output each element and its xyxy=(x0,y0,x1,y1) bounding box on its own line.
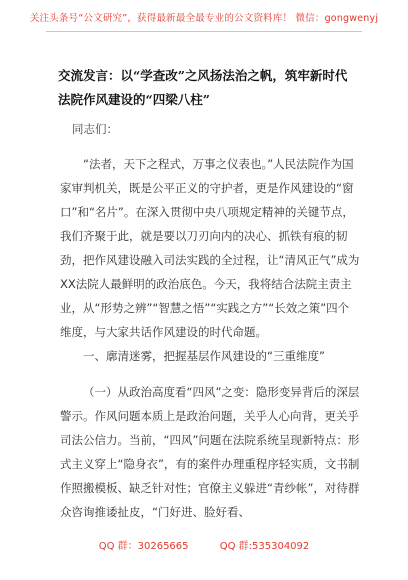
document-title: 交流发言：以“学查改”之风扬法治之帆，筑牢新时代法院作风建设的“四梁八柱” xyxy=(58,68,348,107)
footer xyxy=(0,537,408,552)
footer-qq-group-1: QQ 群：30265665 xyxy=(98,541,189,552)
banner-divider xyxy=(46,31,362,32)
body-paragraph-section-1: （一）从政治高度看“四风”之变：隐形变异背后的深层警示。作风问题本质上是政治问题，关乎人心向背，更关乎司法公信力。当前，“四风”问题在法院系统呈现新特点：形式主义穿上“隐身衣”，有的案件办理重程序轻实质，文书制作照搬模板、缺乏针对性；官僚主义躲进“青纱帐”，对待群众咨询推诿扯皮，“门好进、脸好看、 xyxy=(60,385,360,519)
top-banner: 关注头条号“公文研究”，获得最新最全最专业的公文资料库！ 微信：gongwenyj xyxy=(29,13,379,24)
section-heading: 一、廓清迷雾，把握基层作风建设的“三重维度” xyxy=(83,349,325,363)
body-paragraph-intro: “法者，天下之程式，万事之仪表也。”人民法院作为国家审判机关，既是公平正义的守护者，更是作风建设的“窗口”和“名片”。在深入贯彻中央八项规定精神的关键节点，我们齐聚于此，就是要以刀刃向内的决心、抓铁有痕的韧劲，把作风建设融入司法实践的全过程，让“清风正气”成为XX法院人最鲜明的政治底色。今天，我将结合法院主责主业，从“形势之辨”“智慧之悟”“实践之方”“长效之策”四个维度，与大家共话作风建设的时代命题。 xyxy=(60,157,360,339)
footer-qq-group-2: QQ 群:535304092 xyxy=(219,541,310,552)
greeting: 同志们： xyxy=(72,122,118,136)
